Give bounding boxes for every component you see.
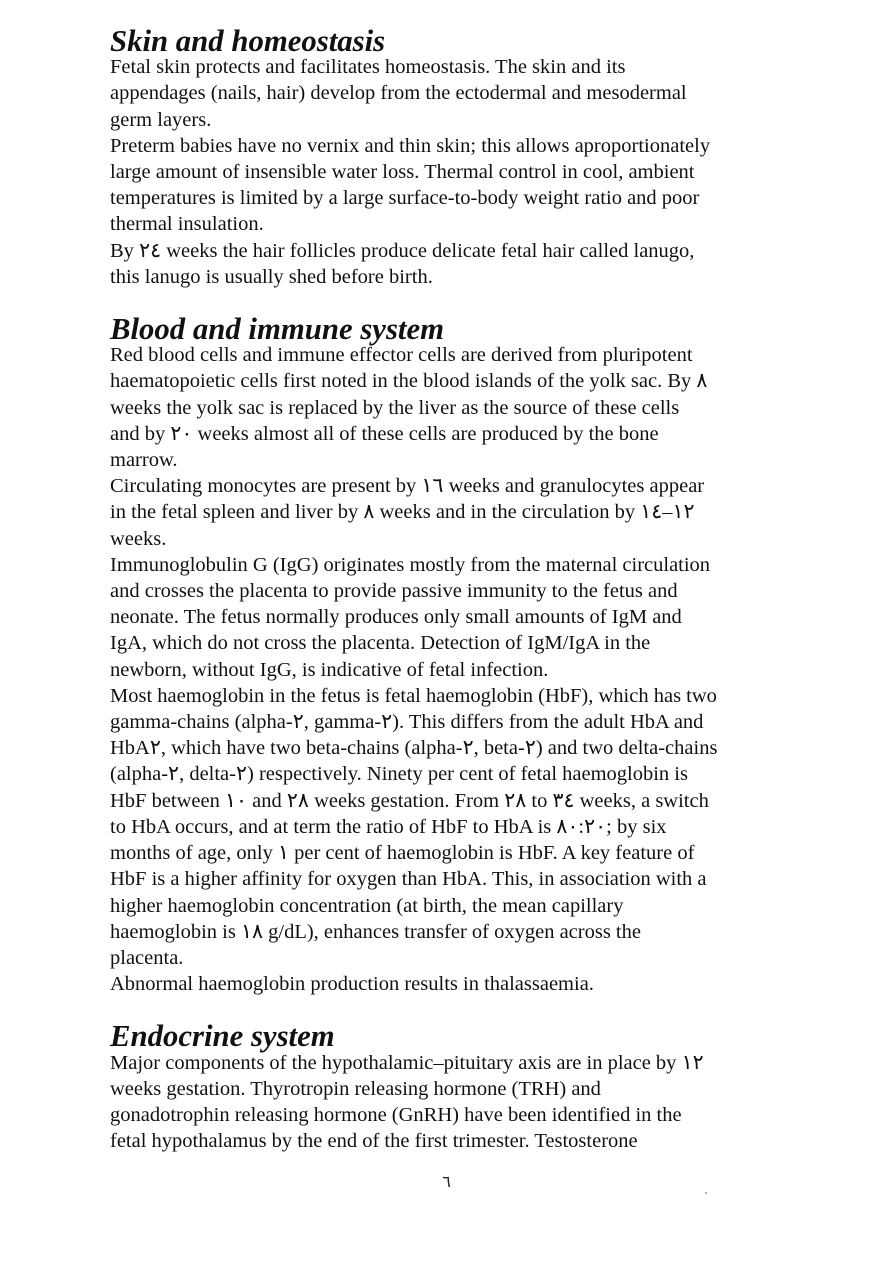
section-heading: Blood and immune system — [110, 312, 445, 347]
paragraph — [110, 1050, 780, 1155]
page-number: ٦ — [442, 1172, 451, 1191]
paragraph — [110, 683, 780, 971]
paragraph — [110, 54, 780, 133]
section-skin-and-homeostasis — [110, 24, 780, 290]
paragraph — [110, 342, 780, 473]
text-line: large amount of insensible water loss. Thermal control in cool, ambient — [110, 161, 695, 184]
text-line: weeks gestation. Thyrotropin releasing hormone (TRH) and — [110, 1077, 601, 1100]
paragraph — [110, 473, 780, 552]
scan-speck — [705, 1192, 707, 1194]
paragraph — [110, 552, 780, 683]
text-line: placenta. — [110, 946, 184, 969]
text-line: in the fetal spleen and liver by ٨ weeks and in the circulation by ١٢–١٤ — [110, 501, 695, 524]
text-line: thermal insulation. — [110, 213, 264, 236]
paragraph — [110, 971, 780, 997]
section-heading: Endocrine system — [110, 1019, 335, 1054]
text-line: HbF between ١٠ and ٢٨ weeks gestation. From ٢٨ to ٣٤ weeks, a switch — [110, 789, 709, 812]
text-line: HbF is a higher affinity for oxygen than HbA. This, in association with a — [110, 868, 707, 891]
section-blood-and-immune-system — [110, 312, 780, 997]
text-line: Most haemoglobin in the fetus is fetal haemoglobin (HbF), which has two — [110, 684, 717, 707]
text-line: haemoglobin is ١٨ g/dL), enhances transfer of oxygen across the — [110, 920, 641, 943]
paragraph — [110, 238, 780, 290]
text-line: and crosses the placenta to provide passive immunity to the fetus and — [110, 580, 678, 603]
text-line: this lanugo is usually shed before birth. — [110, 265, 433, 288]
text-line: newborn, without IgG, is indicative of fetal infection. — [110, 658, 549, 681]
text-line: temperatures is limited by a large surface-to-body weight ratio and poor — [110, 187, 700, 210]
text-line: Fetal skin protects and facilitates homeostasis. The skin and its — [110, 56, 626, 79]
text-line: IgA, which do not cross the placenta. Detection of IgM/IgA in the — [110, 632, 651, 655]
text-line: By ٢٤ weeks the hair follicles produce delicate fetal hair called lanugo, — [110, 239, 695, 262]
text-line: HbA٢, which have two beta-chains (alpha-٢, beta-٢) and two delta-chains — [110, 737, 718, 760]
text-line: fetal hypothalamus by the end of the first trimester. Testosterone — [110, 1130, 638, 1153]
text-line: months of age, only ١ per cent of haemoglobin is HbF. A key feature of — [110, 842, 695, 865]
section-heading: Skin and homeostasis — [110, 24, 386, 58]
text-line: (alpha-٢, delta-٢) respectively. Ninety per cent of fetal haemoglobin is — [110, 763, 688, 786]
text-line: marrow. — [110, 449, 178, 472]
document-page — [110, 24, 780, 1154]
text-line: Immunoglobulin G (IgG) originates mostly from the maternal circulation — [110, 553, 711, 576]
text-line: Circulating monocytes are present by ١٦ weeks and granulocytes appear — [110, 475, 705, 498]
text-line: Abnormal haemoglobin production results in thalassaemia. — [110, 973, 594, 996]
paragraph — [110, 133, 780, 238]
text-line: neonate. The fetus normally produces only small amounts of IgM and — [110, 606, 682, 629]
text-line: Major components of the hypothalamic–pituitary axis are in place by ١٢ — [110, 1051, 704, 1074]
text-line: Red blood cells and immune effector cells are derived from pluripotent — [110, 344, 693, 367]
text-line: germ layers. — [110, 108, 212, 131]
text-line: higher haemoglobin concentration (at birth, the mean capillary — [110, 894, 624, 917]
text-line: weeks. — [110, 527, 167, 550]
text-line: gonadotrophin releasing hormone (GnRH) have been identified in the — [110, 1103, 682, 1126]
text-line: to HbA occurs, and at term the ratio of HbF to HbA is ٨٠:٢٠; by six — [110, 815, 667, 838]
section-endocrine-system — [110, 1019, 780, 1154]
text-line: appendages (nails, hair) develop from the ectodermal and mesodermal — [110, 82, 687, 105]
text-line: Preterm babies have no vernix and thin skin; this allows aproportionately — [110, 134, 711, 157]
text-line: weeks the yolk sac is replaced by the liver as the source of these cells — [110, 396, 680, 419]
text-line: and by ٢٠ weeks almost all of these cells are produced by the bone — [110, 422, 659, 445]
text-line: gamma-chains (alpha-٢, gamma-٢). This differs from the adult HbA and — [110, 711, 704, 734]
text-line: haematopoietic cells first noted in the blood islands of the yolk sac. By ٨ — [110, 370, 708, 393]
